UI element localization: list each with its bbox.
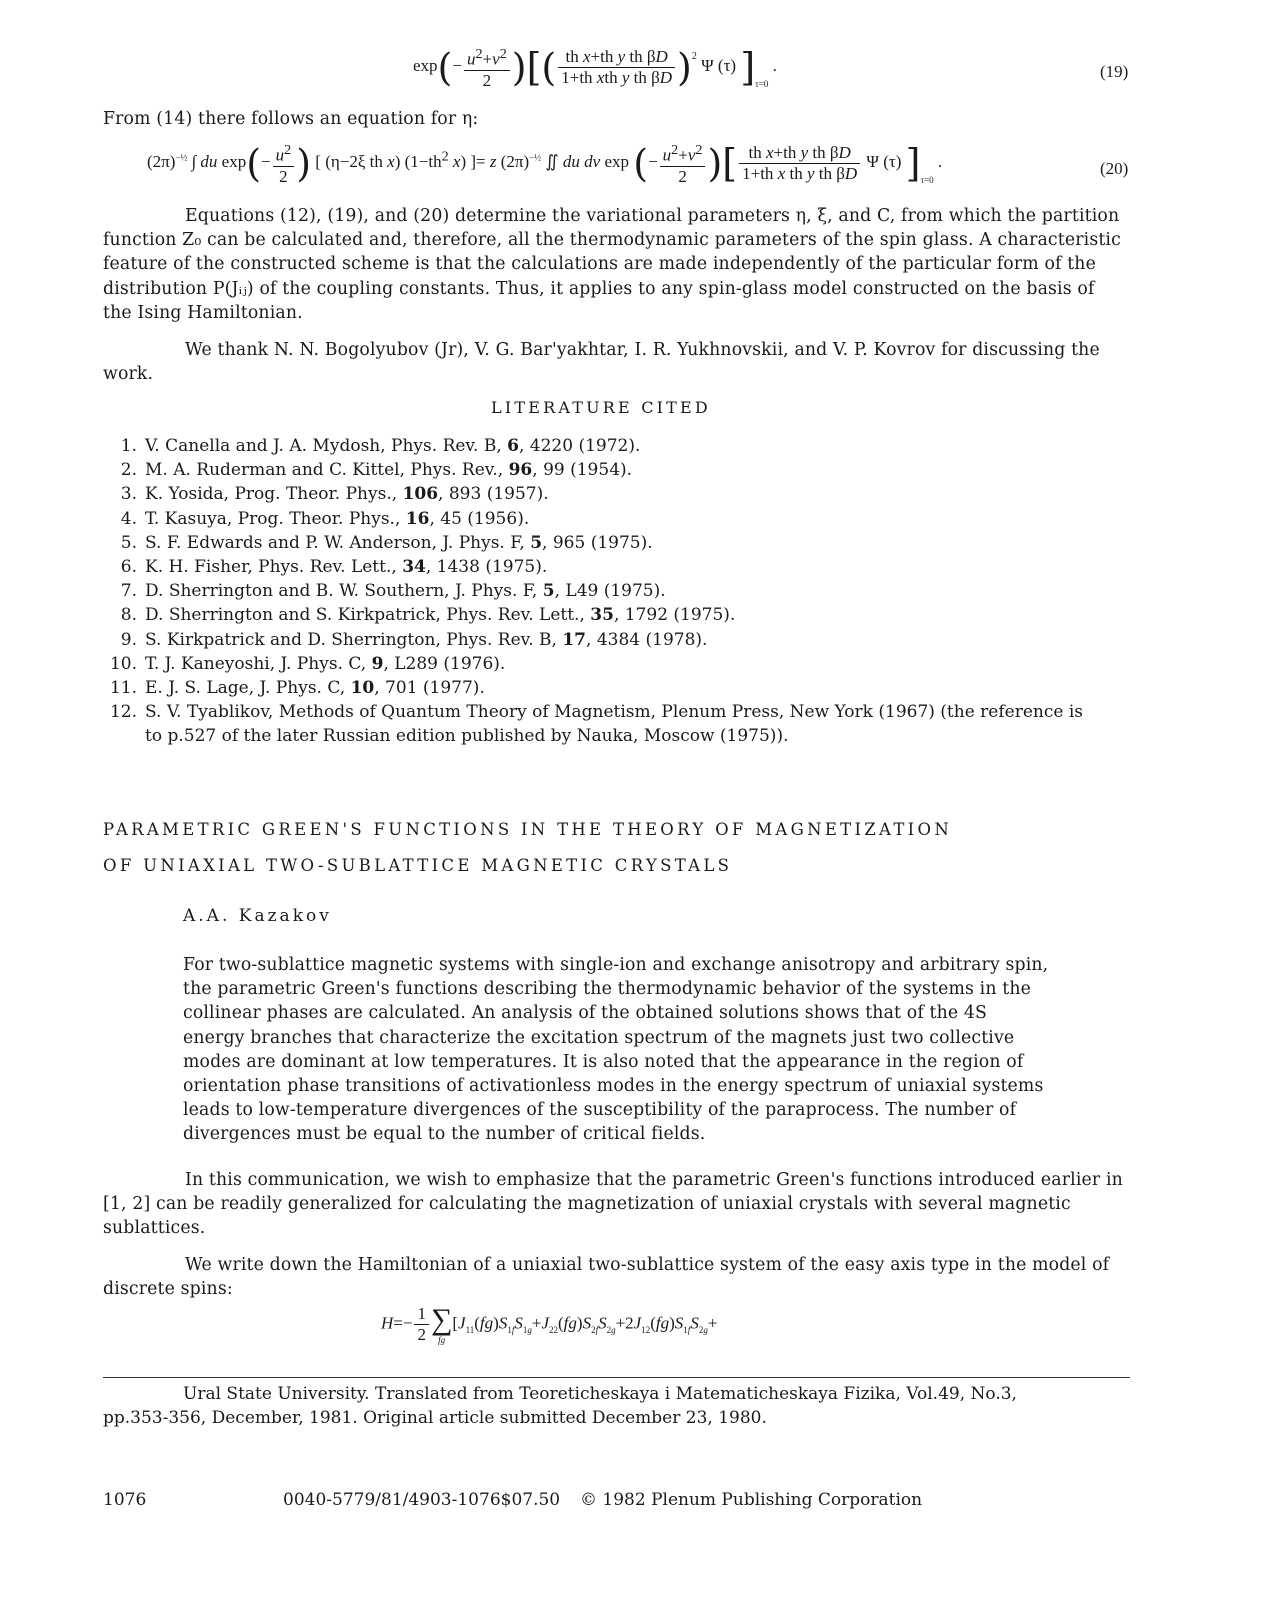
paragraph-intro: In this communication, we wish to emphasize that the parametric Green's functions introduced earlier in [1, 2] can be readily generalized for calculating the magnetization of uniaxial crystals with several magnetic sublattices.: [103, 1170, 1123, 1239]
reference-volume: 9: [371, 653, 384, 674]
reference-item: [103, 555, 1103, 579]
reference-item: [103, 676, 1103, 700]
reference-number: 5.: [120, 532, 137, 553]
reference-text-end: , L49 (1975).: [554, 581, 666, 602]
footnote-rule: [103, 1377, 1130, 1378]
article-title-line-1: PARAMETRIC GREEN'S FUNCTIONS IN THE THEORY OF MAGNETIZATION: [103, 820, 953, 839]
reference-text-end: , 45 (1956).: [429, 508, 530, 529]
reference-number: 11.: [109, 678, 137, 699]
reference-text: D. Sherrington and B. W. Southern, J. Phys. F,: [145, 581, 543, 602]
reference-number: 4.: [120, 508, 137, 529]
reference-volume: 17: [562, 629, 587, 650]
equation-20-number: (20): [1100, 159, 1129, 178]
reference-text: K. H. Fisher, Phys. Rev. Lett.,: [145, 557, 403, 578]
reference-text-end: , 893 (1957).: [438, 484, 549, 505]
reference-item: [103, 603, 1103, 627]
reference-item: [103, 652, 1103, 676]
reference-text: S. Kirkpatrick and D. Sherrington, Phys. Rev. B,: [145, 629, 563, 650]
reference-volume: 5: [542, 581, 555, 602]
reference-item: [103, 531, 1103, 555]
reference-item: [103, 628, 1103, 652]
hamiltonian-equation: H=− $\frac{1}{2}$ ∑ fg [$J_{11}(fg)S_{1f}S_{1g}+J_{22}(fg)S_{2f}S_{2g}+2J_{12}(fg)S_{1f}S_{2g}+$: [381, 1302, 718, 1345]
equation-19-number: (19): [1100, 62, 1129, 81]
abstract: For two-sublattice magnetic systems with single-ion and exchange anisotropy and arbitrary spin, the parametric Green's functions describing the thermodynamic behavior of the systems in the collinear phases are calculated. An analysis of the obtained solutions shows that of the 4S energy branches that characterize the excitation spectrum of the magnets just two collective modes are dominant at low temperatures. It is also noted that the appearance in the region of orientation phase transitions of activationless modes in the energy spectrum of uniaxial systems leads to low-temperature divergences of the susceptibility of the paraprocess. The number of divergences must be equal to the number of critical fields.: [183, 955, 1049, 1145]
reference-text: S. F. Edwards and P. W. Anderson, J. Phys. F,: [145, 532, 531, 553]
reference-text-end: , 99 (1954).: [532, 460, 633, 481]
reference-list: [103, 434, 1103, 749]
reference-number: 3.: [120, 484, 137, 505]
reference-number: 2.: [120, 460, 137, 481]
reference-volume: 106: [402, 484, 439, 505]
reference-volume: 96: [508, 460, 533, 481]
reference-number: 7.: [120, 581, 137, 602]
reference-volume: 5: [530, 532, 543, 553]
reference-text-end: , L289 (1976).: [383, 653, 506, 674]
reference-number: 8.: [120, 605, 137, 626]
reference-number: 1.: [120, 436, 137, 456]
reference-volume: 35: [590, 605, 614, 626]
reference-text-end: , 1438 (1975).: [425, 557, 548, 578]
paragraph-thanks: We thank N. N. Bogolyubov (Jr), V. G. Bar'yakhtar, I. R. Yukhnovskii, and V. P. Kovrov for discussing the work.: [103, 340, 1100, 385]
footer-copyright: © 1982 Plenum Publishing Corporation: [580, 1490, 923, 1510]
reference-item: [103, 700, 1103, 748]
reference-item: [103, 434, 1103, 458]
reference-text-end: , 1792 (1975).: [613, 605, 736, 626]
footnote-line-2: pp.353-356, December, 1981. Original article submitted December 23, 1980.: [103, 1408, 767, 1428]
equation-20: $(2\pi)^{-\frac{1}{2}}$ ∫ du exp(− $\frac{u^2}{2}$ ) [ (η−2ξ th x) ($1-th^2$ x) ]= z $(2\pi)^{-\frac{1}{2}}$ ∬ du dv exp (− $\frac{u^2+v^2}{2}$ )[ $\frac{\text{th x+th y th βD}}{\text{1+th x th y th βD}}$ Ψ (τ) ]$_{\tau=0}$ .: [147, 141, 943, 186]
page-number: 1076: [103, 1490, 147, 1510]
reference-item: [103, 482, 1103, 506]
reference-text: K. Yosida, Prog. Theor. Phys.,: [145, 484, 403, 505]
reference-volume: 6: [507, 436, 519, 456]
reference-text: V. Canella and J. A. Mydosh, Phys. Rev. B,: [145, 436, 508, 456]
reference-item: [103, 458, 1103, 482]
from-line: From (14) there follows an equation for η:: [103, 109, 479, 129]
reference-volume: 34: [402, 557, 426, 578]
reference-text: E. J. S. Lage, J. Phys. C,: [145, 678, 351, 699]
article-author: A.A. Kazakov: [183, 906, 332, 926]
reference-text: T. J. Kaneyoshi, J. Phys. C,: [145, 653, 372, 674]
reference-text-end: , 4384 (1978).: [586, 629, 708, 650]
reference-text: S. V. Tyablikov, Methods of Quantum Theory of Magnetism, Plenum Press, New York (1967) (the reference is to p.527 of the later Russian edition published by Nauka, Moscow (1975)).: [145, 702, 1083, 747]
paragraph-hamiltonian: We write down the Hamiltonian of a uniaxial two-sublattice system of the easy axis type in the model of discrete spins:: [103, 1255, 1110, 1300]
reference-text-end: , 965 (1975).: [542, 532, 653, 553]
footer-code: 0040-5779/81/4903-1076$07.50: [283, 1490, 561, 1510]
reference-number: 6.: [120, 557, 137, 578]
reference-item: [103, 579, 1103, 603]
reference-number: 12.: [109, 702, 137, 723]
reference-text: M. A. Ruderman and C. Kittel, Phys. Rev.,: [145, 460, 509, 481]
paragraph-variational: Equations (12), (19), and (20) determine the variational parameters η, ξ, and C, from which the partition function Z₀ can be calculated and, therefore, all the thermodynamic parameters of the spin glass. A characteristic feature of the constructed scheme is that the calculations are made independently of the particular form of the distribution P(Jᵢⱼ) of the coupling constants. Thus, it applies to any spin-glass model constructed on the basis of the Ising Hamiltonian.: [103, 206, 1121, 323]
reference-volume: 16: [405, 508, 430, 529]
reference-text: T. Kasuya, Prog. Theor. Phys.,: [145, 508, 406, 529]
reference-item: [103, 507, 1103, 531]
literature-heading: LITERATURE CITED: [491, 398, 711, 417]
reference-text-end: , 4220 (1972).: [518, 436, 641, 456]
equation-19: exp(− $\frac{u^2+v^2}{2}$ )[( $\frac{\text{th x+th y th βD}}{\text{1+th xth y th βD}}$ )$^2$ Ψ (τ) ]$_{\tau=0}$ .: [413, 45, 777, 90]
reference-volume: 10: [350, 678, 375, 699]
reference-text-end: , 701 (1977).: [374, 678, 485, 699]
article-title-line-2: OF UNIAXIAL TWO-SUBLATTICE MAGNETIC CRYSTALS: [103, 856, 733, 875]
reference-text: D. Sherrington and S. Kirkpatrick, Phys. Rev. Lett.,: [145, 605, 591, 626]
reference-number: 10.: [109, 653, 137, 674]
reference-number: 9.: [120, 629, 137, 650]
footnote-line-1: Ural State University. Translated from Teoreticheskaya i Matematicheskaya Fizika, Vol.49, No.3,: [183, 1384, 1017, 1404]
